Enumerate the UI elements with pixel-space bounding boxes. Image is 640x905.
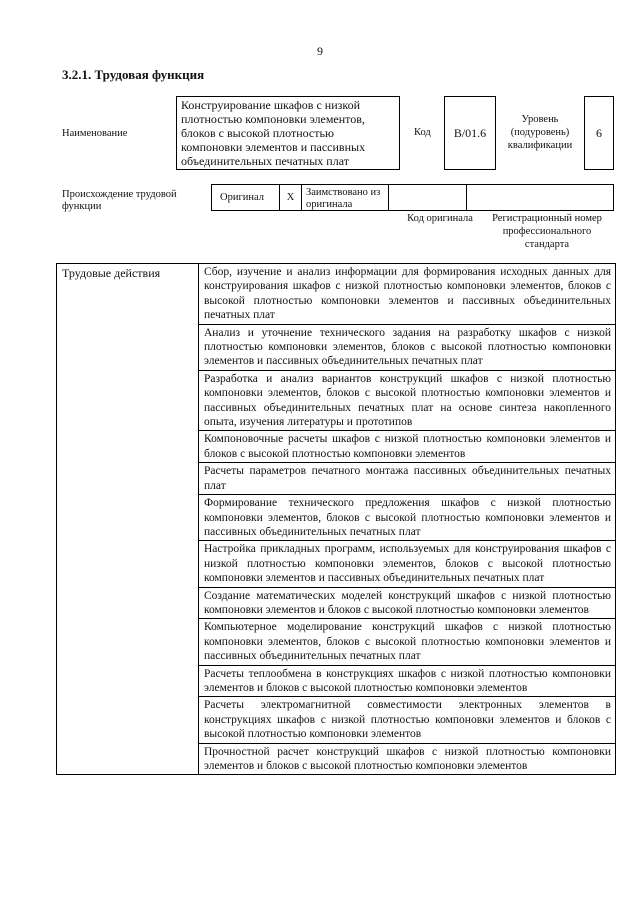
action-item: Анализ и уточнение технического задания на разработку шкафов с низкой плотностью компоновки элементов, блоков с высокой плотностью компоновки элементов и пассивных объединительных печатных плат [199,324,616,370]
function-name-box: Конструирование шкафов с низкой плотностью компоновки элементов, блоков с высокой плотностью компоновки элементов и пассивных объединительных печатных плат [176,96,400,170]
labor-actions-table [56,263,616,775]
action-item: Прочностной расчет конструкций шкафов с низкой плотностью компоновки элементов и блоков с высокой плотностью компоновки элементов [199,743,616,775]
action-item: Сбор, изучение и анализ информации для формирования исходных данных для конструирования шкафов с низкой плотностью компоновки элементов, блоков с высокой плотностью компоновки элементов и пассивных объединительных печатных плат [199,264,616,325]
original-code-cell [388,184,466,211]
action-item: Настройка прикладных программ, используемых для конструирования шкафов с низкой плотностью компоновки элементов, блоков с высокой плотностью компоновки элементов и пассивных объединительных печатных плат [199,541,616,587]
action-item: Разработка и анализ вариантов конструкций шкафов с низкой плотностью компоновки элементов, блоков с высокой плотностью компоновки элементов и пассивных объединительных печатных плат на основе синтеза накопленного опыта, изучения литературы и прототипов [199,370,616,431]
origin-label: Происхождение трудовой функции [62,189,177,212]
action-item: Компоновочные расчеты шкафов с низкой плотностью компоновки элементов и блоков с высокой плотностью компоновки элементов [199,431,616,463]
action-item: Расчеты параметров печатного монтажа пассивных объединительных печатных плат [199,463,616,495]
original-cell: Оригинал [211,184,279,211]
action-item: Создание математических моделей конструкций шкафов с низкой плотностью компоновки элементов и блоков с высокой плотностью компоновки элементов [199,587,616,619]
page-number: 9 [317,44,323,58]
section-title: 3.2.1. Трудовая функция [62,67,205,82]
action-item: Расчеты теплообмена в конструкциях шкафов с низкой плотностью компоновки элементов и блоков с высокой плотностью компоновки элементов [199,665,616,697]
borrowed-cell: Заимствовано из оригинала [301,184,388,211]
origin-row [211,184,614,211]
original-code-caption: Код оригинала [407,213,473,224]
qualification-level-label: Уровень (подуровень) квалификации [507,114,573,151]
action-item: Компьютерное моделирование конструкций шкафов с низкой плотностью компоновки элементов, блоков с высокой плотностью компоновки элементов и пассивных объединительных печатных плат [199,619,616,665]
actions-heading: Трудовые действия [57,264,199,775]
reg-number-caption: Регистрационный номер профессионального стандарта [492,213,602,250]
action-item: Формирование технического предложения шкафов с низкой плотностью компоновки элементов, блоков с высокой плотностью компоновки элементов и пассивных объединительных печатных плат [199,495,616,541]
name-label: Наименование [62,128,128,139]
qualification-level-box: 6 [584,96,614,170]
reg-number-cell [466,184,614,211]
code-value-box: В/01.6 [444,96,496,170]
action-item: Расчеты электромагнитной совместимости электронных элементов в конструкциях шкафов с низкой плотностью компоновки элементов и блоков с высокой плотностью компоновки элементов [199,697,616,743]
original-mark: X [279,184,301,211]
table-row [57,264,616,325]
code-label: Код [414,127,431,138]
